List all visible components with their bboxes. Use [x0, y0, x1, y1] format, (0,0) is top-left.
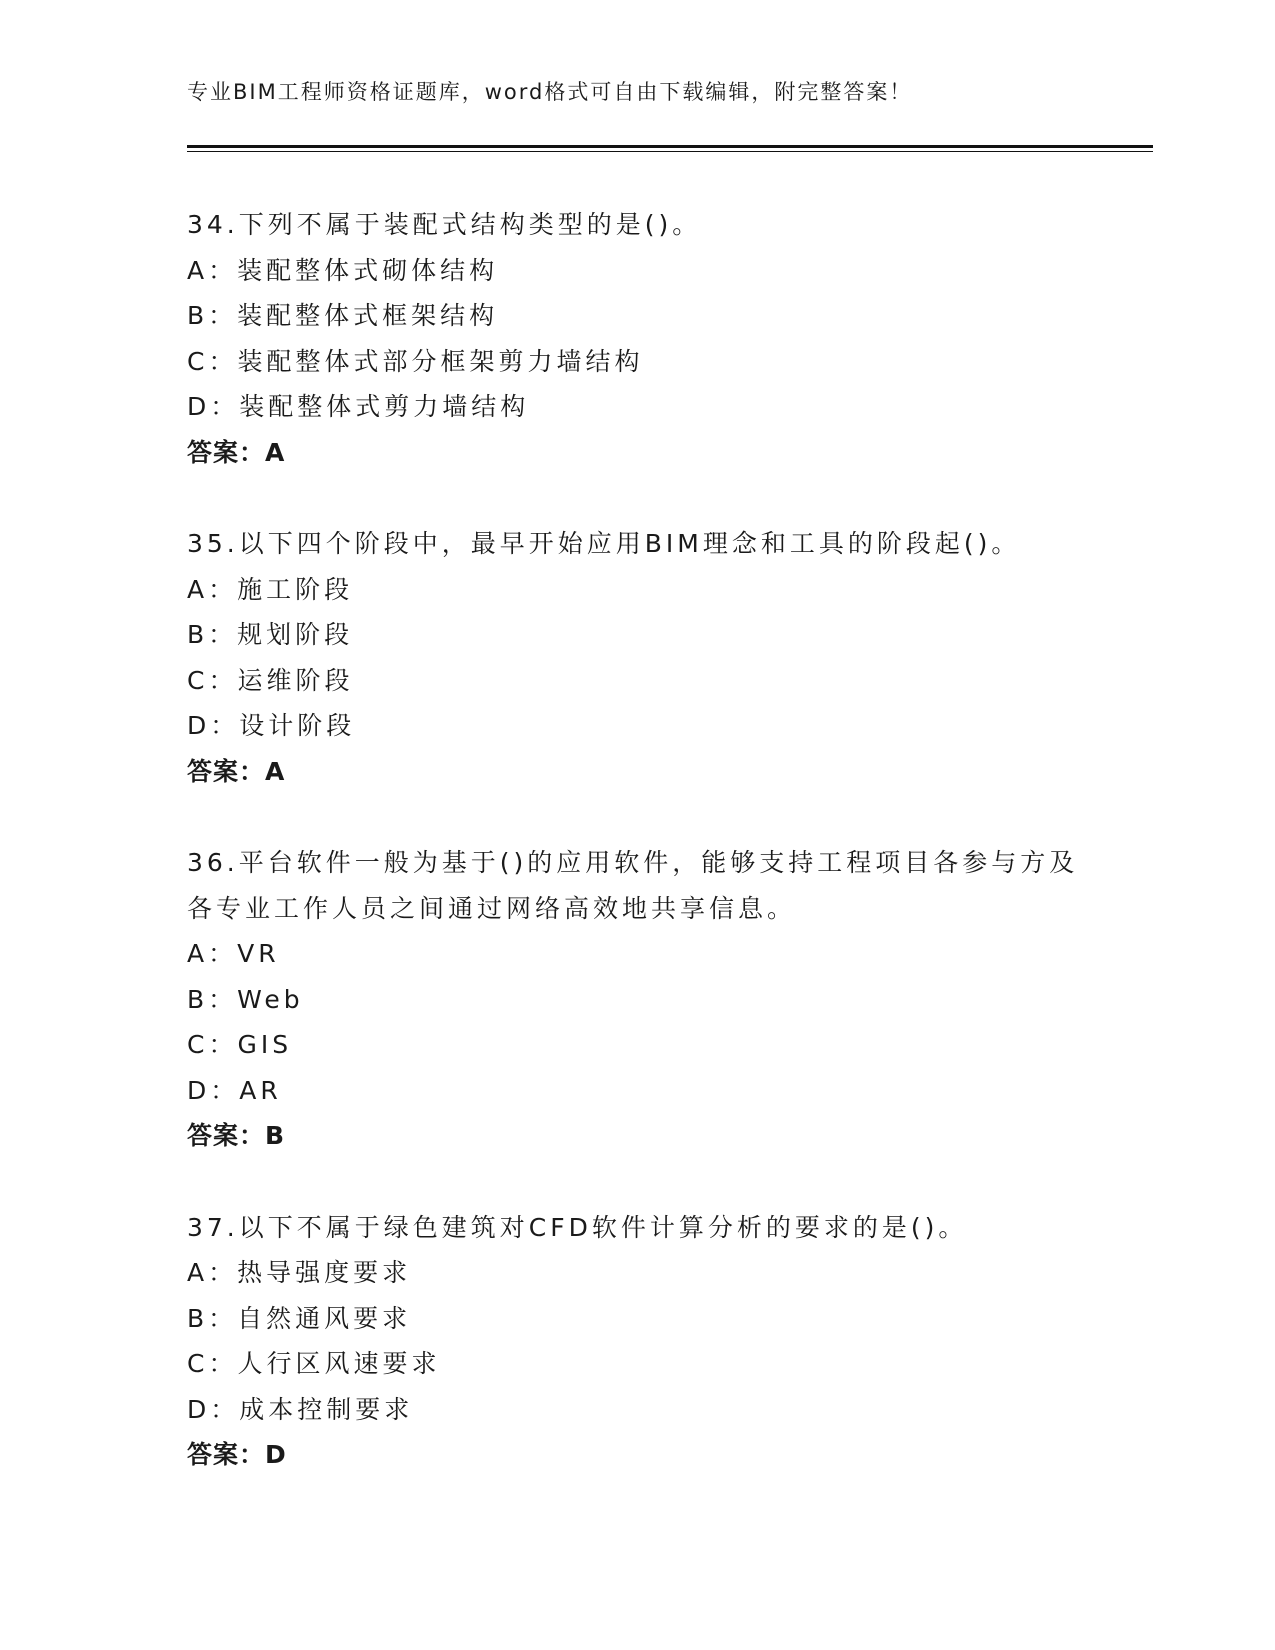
header-divider-thin [187, 151, 1153, 152]
option-b: B：规划阶段 [187, 620, 354, 649]
header-divider-thick [187, 145, 1153, 148]
option-a: A：施工阶段 [187, 574, 354, 604]
option-b: B：装配整体式框架结构 [187, 301, 499, 330]
option-d: D：设计阶段 [187, 711, 356, 740]
question-stem: 34.下列不属于装配式结构类型的是()。 [187, 210, 702, 239]
answer-label: 答案：B [187, 1121, 286, 1150]
option-d: D：装配整体式剪力墙结构 [187, 392, 530, 421]
option-c: C：运维阶段 [187, 665, 354, 695]
option-d: D：AR [187, 1075, 282, 1105]
question-stem: 37.以下不属于绿色建筑对CFD软件计算分析的要求的是()。 [187, 1212, 968, 1242]
option-b: B：Web [187, 984, 304, 1014]
page-header: 专业BIM工程师资格证题库，word格式可自由下载编辑，附完整答案！ [187, 80, 913, 104]
question-36 [187, 840, 1107, 1159]
question-stem: 36.平台软件一般为基于()的应用软件，能够支持工程项目各参与方及各专业工作人员之间通过网络高效地共享信息。 [187, 848, 1079, 923]
question-stem: 35.以下四个阶段中，最早开始应用BIM理念和工具的阶段起()。 [187, 529, 1021, 558]
option-b: B：自然通风要求 [187, 1303, 412, 1333]
option-a: A：热导强度要求 [187, 1258, 412, 1287]
option-c: C：GIS [187, 1030, 293, 1059]
option-c: C：装配整体式部分框架剪力墙结构 [187, 346, 644, 376]
question-37 [187, 1205, 1107, 1478]
question-35 [187, 521, 1107, 794]
answer-label: 答案：A [187, 756, 286, 786]
option-a: A：VR [187, 939, 280, 968]
option-c: C：人行区风速要求 [187, 1349, 441, 1378]
answer-label: 答案：A [187, 437, 286, 467]
question-34 [187, 202, 1107, 475]
answer-label: 答案：D [187, 1440, 287, 1469]
question-list [187, 202, 1107, 1524]
option-a: A：装配整体式砌体结构 [187, 255, 499, 285]
option-d: D：成本控制要求 [187, 1394, 414, 1424]
